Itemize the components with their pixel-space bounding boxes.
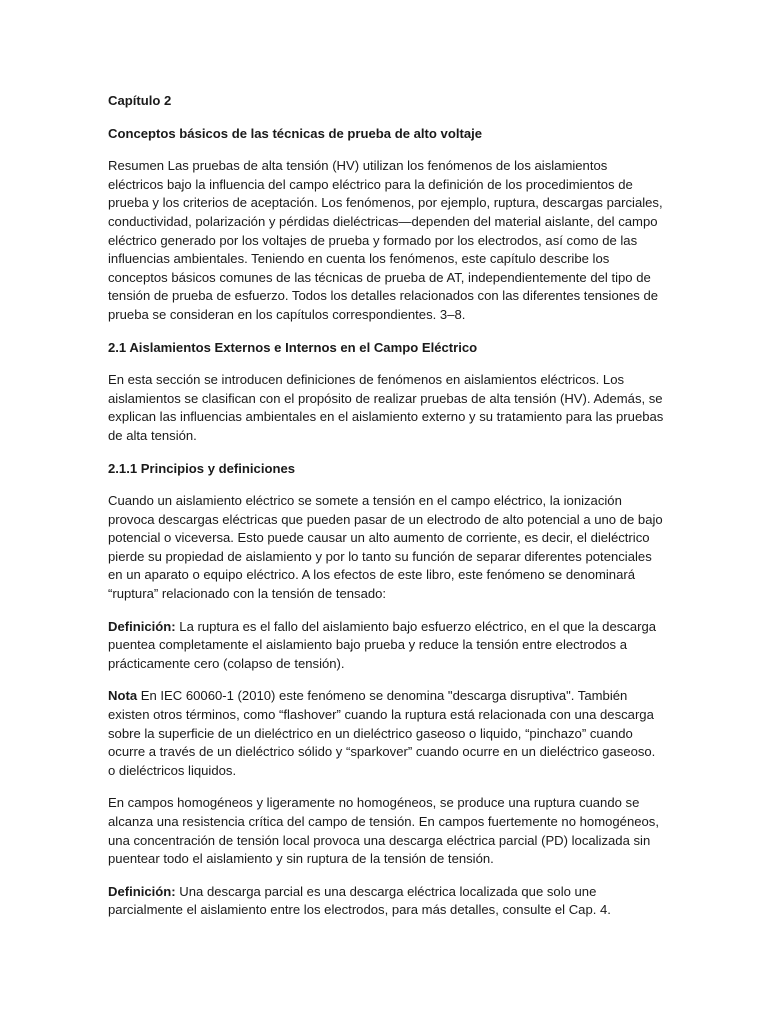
document-page <box>108 92 664 934</box>
definition-breakdown <box>108 618 664 674</box>
note-text: En IEC 60060-1 (2010) este fenómeno se denomina "descarga disruptiva". También existen otros términos, como “flashover” cuando la ruptura está relacionada con una descarga sobre la superficie de un dieléctrico en un dieléctrico gaseoso o liquido, “pinchazo” cuando ocurre a través de un dieléctrico sólido y “sparkover” cuando ocurre en un dieléctrico gaseoso. o dieléctricos liquidos. <box>108 688 656 778</box>
fields-paragraph: En campos homogéneos y ligeramente no homogéneos, se produce una ruptura cuando se alcanza una resistencia crítica del campo de tensión. En campos fuertemente no homogéneos, una concentración de tensión local provoca una descarga eléctrica parcial (PD) localizada sin puentear todo el aislamiento y sin ruptura de la tensión de tensión. <box>108 795 659 867</box>
definition-partial-discharge <box>108 883 664 920</box>
chapter-label: Capítulo 2 <box>108 93 172 108</box>
section-2-1-1-heading: 2.1.1 Principios y definiciones <box>108 460 296 476</box>
section-2-1-body: En esta sección se introducen definiciones de fenómenos en aislamientos eléctricos. Los aislamientos se clasifican con el propósito de realizar pruebas de alta tensión (HV). Además, se explican las influencias ambientales en el aislamiento externo y su tratamiento para las pruebas de alta tensión. <box>108 372 664 443</box>
chapter-title: Conceptos básicos de las técnicas de prueba de alto voltaje <box>108 125 483 141</box>
note-lead: Nota <box>108 688 138 704</box>
definition-text: Una descarga parcial es una descarga eléctrica localizada que solo une parcialmente el aislamiento entre los electrodos, para más detalles, consulte el Cap. 4. <box>108 883 611 918</box>
abstract-paragraph: Resumen Las pruebas de alta tensión (HV) utilizan los fenómenos de los aislamientos eléctricos bajo la influencia del campo eléctrico para la definición de los procedimientos de prueba y los criterios de aceptación. Los fenómenos, por ejemplo, ruptura, descargas parciales, conductividad, polarización y pérdidas dieléctricas—dependen del material aislante, del campo eléctrico generado por los voltajes de prueba y formado por los electrodos, así como de las influencias ambientales. Teniendo en cuenta los fenómenos, este capítulo describe los conceptos básicos comunes de las técnicas de prueba de AT, independientemente del tipo de tensión de prueba de esfuerzo. Todos los detalles relacionados con las diferentes tensiones de prueba se consideran en los capítulos correspondientes. 3–8. <box>108 158 663 322</box>
note-paragraph <box>108 687 664 780</box>
section-2-1-heading: 2.1 Aislamientos Externos e Internos en el Campo Eléctrico <box>108 339 478 355</box>
definition-text: La ruptura es el fallo del aislamiento bajo esfuerzo eléctrico, en el que la descarga puentea completamente el aislamiento bajo prueba y reduce la tensión entre electrodos a prácticamente cero (colapso de tensión). <box>108 618 657 671</box>
definition-lead: Definición: <box>108 883 176 899</box>
definition-lead: Definición: <box>108 618 176 634</box>
section-2-1-1-body: Cuando un aislamiento eléctrico se somete a tensión en el campo eléctrico, la ionización provoca descargas eléctricas que pueden pasar de un electrodo de alto potencial a uno de bajo potencial o viceversa. Esto puede causar un alto aumento de corriente, es decir, el dieléctrico pierde su propiedad de aislamiento y por lo tanto su función de separar diferentes potenciales en un aparato o equipo eléctrico. A los efectos de este libro, este fenómeno se denominará “ruptura” relacionado con la tensión de tensado: <box>108 493 663 602</box>
